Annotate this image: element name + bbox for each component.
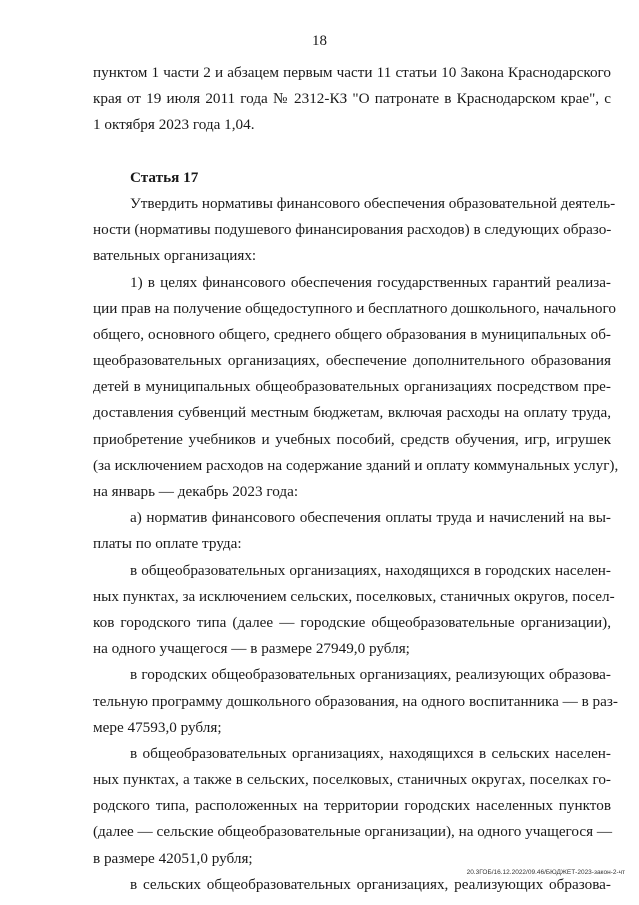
article-heading: Статья 17 bbox=[130, 168, 199, 186]
text-line: ции прав на получение общедоступного и бесплатного дошкольного, начального bbox=[93, 299, 616, 317]
text-line: края от 19 июля 2011 года № 2312-КЗ "О патронате в Краснодарском крае", с bbox=[93, 90, 611, 108]
text-line: детей в муниципальных общеобразовательных организациях посредством пре- bbox=[93, 378, 611, 396]
text-line: вательных организациях: bbox=[93, 247, 257, 265]
text-line: ных пунктах, а также в сельских, поселковых, станичных округах, поселках го- bbox=[93, 771, 611, 789]
text-line: в общеобразовательных организациях, находящихся в сельских населен- bbox=[130, 744, 611, 762]
text-line: ных пунктах, за исключением сельских, поселковых, станичных округов, посел- bbox=[93, 587, 615, 605]
document-footer-code: 20.3ГОБ/16.12.2022/09.46/БЮДЖЕТ-2023-закон-2-чт bbox=[466, 869, 625, 876]
text-line: 1) в целях финансового обеспечения государственных гарантий реализа- bbox=[130, 273, 611, 291]
text-line: (далее — сельские общеобразовательные организации), на одного учащегося — bbox=[93, 823, 613, 841]
text-line: мере 47593,0 рубля; bbox=[93, 718, 222, 736]
text-line: ков городского типа (далее — городские общеобразовательные организации), bbox=[93, 613, 611, 631]
text-line: тельную программу дошкольного образования, на одного воспитанника — в раз- bbox=[93, 692, 618, 710]
text-line: платы по оплате труда: bbox=[93, 535, 242, 553]
text-line: общего, основного общего, среднего общего образования в муниципальных об- bbox=[93, 325, 611, 343]
text-line: в сельских общеобразовательных организациях, реализующих образова- bbox=[130, 875, 611, 893]
text-line: в городских общеобразовательных организациях, реализующих образова- bbox=[130, 666, 611, 684]
document-body bbox=[93, 60, 619, 898]
text-line: щеобразовательных организациях, обеспечение дополнительного образования bbox=[93, 352, 611, 370]
text-line: 1 октября 2023 года 1,04. bbox=[93, 116, 255, 134]
text-line: пунктом 1 части 2 и абзацем первым части 11 статьи 10 Закона Краснодарского bbox=[93, 64, 611, 81]
page-number: 18 bbox=[312, 33, 327, 49]
paragraph-gap bbox=[93, 139, 611, 165]
text-line: ности (нормативы подушевого финансирования расходов) в следующих образо- bbox=[93, 221, 612, 239]
text-line: а) норматив финансового обеспечения оплаты труда и начислений на вы- bbox=[130, 509, 611, 527]
text-line: Утвердить нормативы финансового обеспечения образовательной деятель- bbox=[130, 194, 616, 212]
text-line: в размере 42051,0 рубля; bbox=[93, 849, 253, 867]
text-line: на одного учащегося — в размере 27949,0 рубля; bbox=[93, 640, 410, 658]
text-line: (за исключением расходов на содержание зданий и оплату коммунальных услуг), bbox=[93, 456, 619, 474]
text-line: родского типа, расположенных на территории городских населенных пунктов bbox=[93, 797, 611, 815]
text-line: приобретение учебников и учебных пособий, средств обучения, игр, игрушек bbox=[93, 430, 611, 448]
text-line: на январь — декабрь 2023 года: bbox=[93, 483, 299, 500]
text-line: в общеобразовательных организациях, находящихся в городских населен- bbox=[130, 561, 611, 579]
text-line: доставления субвенций местным бюджетам, включая расходы на оплату труда, bbox=[93, 404, 611, 422]
